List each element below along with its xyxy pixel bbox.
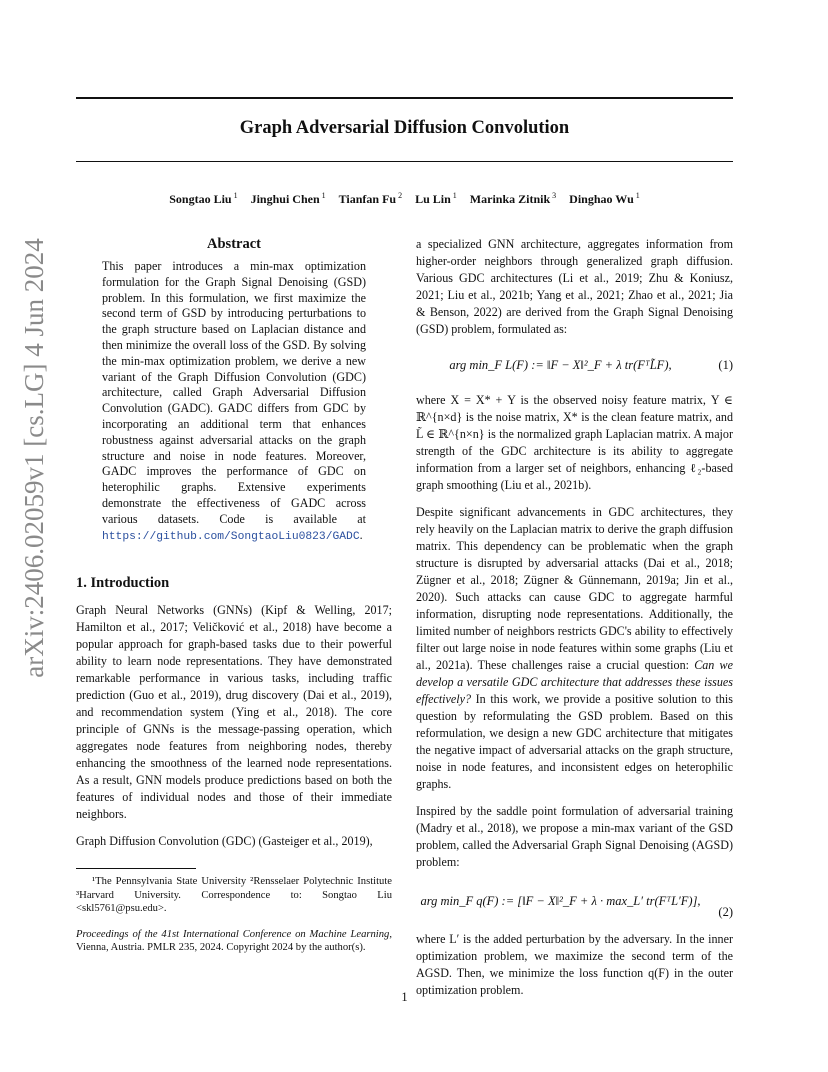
equation-number: (1): [718, 357, 733, 372]
footnote-rule: [76, 868, 196, 869]
author-list: [76, 191, 733, 207]
title-rule-top: [76, 97, 733, 99]
right-column: [416, 236, 733, 1009]
equation-1: arg min_F L(F) := ‖F − X‖²_F + λ tr(FᵀL̃F), (1): [449, 357, 733, 372]
abstract-heading: Abstract: [207, 236, 261, 252]
body-paragraph: where L′ is the added perturbation by the adversary. In the inner optimization problem, we maximize the second term of the AGSD. Then, we minimize the loss function q(F) in the outer optimization problem.: [416, 932, 733, 997]
author-name: Lu Lin $^1$: [415, 191, 457, 206]
equation-number: (2): [718, 905, 733, 919]
body-paragraph: Despite significant advancements in GDC architectures, they rely heavily on the Laplacian matrix to derive the graph diffusion matrix. This dependency can be problematic when the graph structure is disrupted by adversarial attacks (Dai et al., 2018; Zügner et al., 2018; Zügner & Günnemann, 2019a; Jin et al., 2020). Such attacks can cause GDC to aggregate harmful information, disrupting node representations. Additionally, the limited number of neighbors restricts GDC's ability to effectively filter out large noise in node features within some graphs (Liu et al., 2021a). These challenges raise a crucial question: Can we develop a versatile GDC architecture that addresses these issues effectively? In this work, we provide a positive solution to this question by reformulating the GSD problem. Based on this reformulation, we design a new GDC architecture that mitigates the negative impact of adversarial attacks on the graph structure, noise in node features, and inconsistent edges on heterophilic graphs.: [416, 505, 733, 791]
section-heading-introduction: 1. Introduction: [76, 575, 170, 592]
intro-paragraph-1: Graph Neural Networks (GNNs) (Kipf & Welling, 2017; Hamilton et al., 2017; Veličković et al., 2018) have become a popular approach for graph-based tasks due to their powerful ability to learn node representations. They have demonstrated remarkable performance in various tasks, including traffic prediction (Guo et al., 2019), drug discovery (Dai et al., 2019), and recommendation system (Ying et al., 2018). The core principle of GNNs is the message-passing operation, which aggregates node features from neighboring nodes, thereby enhancing the smoothness of the learned node representations. As a result, GNN models produce predictions based on both the features of individual nodes and those of their immediate neighbors.: [76, 603, 392, 822]
author-name: Tianfan Fu $^2$: [338, 191, 403, 206]
proceedings-note: Proceedings of the 41st International Conference on Machine Learning, Vienna, Austria. PMLR 235, 2024. Copyright 2024 by the author(s).: [76, 928, 392, 954]
author-name: Dinghao Wu $^1$: [569, 191, 640, 206]
author-name: Songtao Liu $^1$: [169, 191, 238, 206]
author-name: Jinghui Chen $^1$: [250, 191, 326, 206]
title-rule-bottom: [76, 161, 733, 162]
paper-title: Graph Adversarial Diffusion Convolution: [239, 118, 570, 138]
abstract-body: This paper introduces a min-max optimization formulation for the Graph Signal Denoising (GSD) problem. In this formulation, we first maximize the second term of GSD by introducing perturbations to the graph structure based on Laplacian distance and then minimize the overall loss of the GSD. By solving the min-max optimization problem, we derive a new variant of the Graph Diffusion Convolution (GDC) architecture, called Graph Adversarial Diffusion Convolution (GADC). GADC differs from GDC by incorporating an additional term that enhances robustness against adversarial attacks on the graph structure and noise in node features. Moreover, GADC improves the performance of GDC on heterophilic graphs. Extensive experiments demonstrate the effectiveness of GADC across various datasets. Code is available at https://github.com/SongtaoLiu0823/GADC.: [102, 259, 366, 543]
affiliation-footnote: ¹The Pennsylvania State University ²Rensselaer Polytechnic Institute ³Harvard University. Correspondence to: Songtao Liu <skl5761@psu.edu>.: [76, 876, 392, 915]
body-paragraph: where X = X* + Υ is the observed noisy feature matrix, Υ ∈ ℝ^{n×d} is the noise matrix, X* is the clean feature matrix, and L̃ ∈ ℝ^{n×n} is the normalized graph Laplacian matrix. A major strength of the GDC architecture is its ability to aggregate information from a larger set of neighbors, enhancing ℓ₂-based graph smoothing (Liu et al., 2021b).: [416, 393, 733, 492]
author-name: Marinka Zitnik $^3$: [469, 191, 557, 206]
code-link[interactable]: https://github.com/SongtaoLiu0823/GADC: [102, 530, 360, 543]
body-paragraph: Inspired by the saddle point formulation of adversarial training (Madry et al., 2018), we propose a min-max variant of the GSD problem, called the Adversarial Graph Signal Denoising (AGSD) problem:: [416, 804, 733, 869]
equation-2: arg min_F q(F) := [‖F − X‖²_F + λ · max_L′ tr(FᵀL′F)], (2): [420, 893, 733, 919]
intro-paragraph-2: Graph Diffusion Convolution (GDC) (Gasteiger et al., 2019),: [76, 834, 373, 849]
body-paragraph: a specialized GNN architecture, aggregates information from higher-order neighbors through generalized graph diffusion. Various GDC architectures (Li et al., 2019; Zhu & Koniusz, 2021; Liu et al., 2021b; Yang et al., 2021; Zhao et al., 2021; Jia & Benson, 2022) are derived from the Graph Signal Denoising (GSD) problem, formulated as:: [416, 237, 733, 336]
arxiv-stamp: arXiv:2406.02059v1 [cs.LG] 4 Jun 2024: [19, 238, 49, 678]
left-column: [76, 236, 392, 955]
page-number: 1: [401, 990, 408, 1004]
